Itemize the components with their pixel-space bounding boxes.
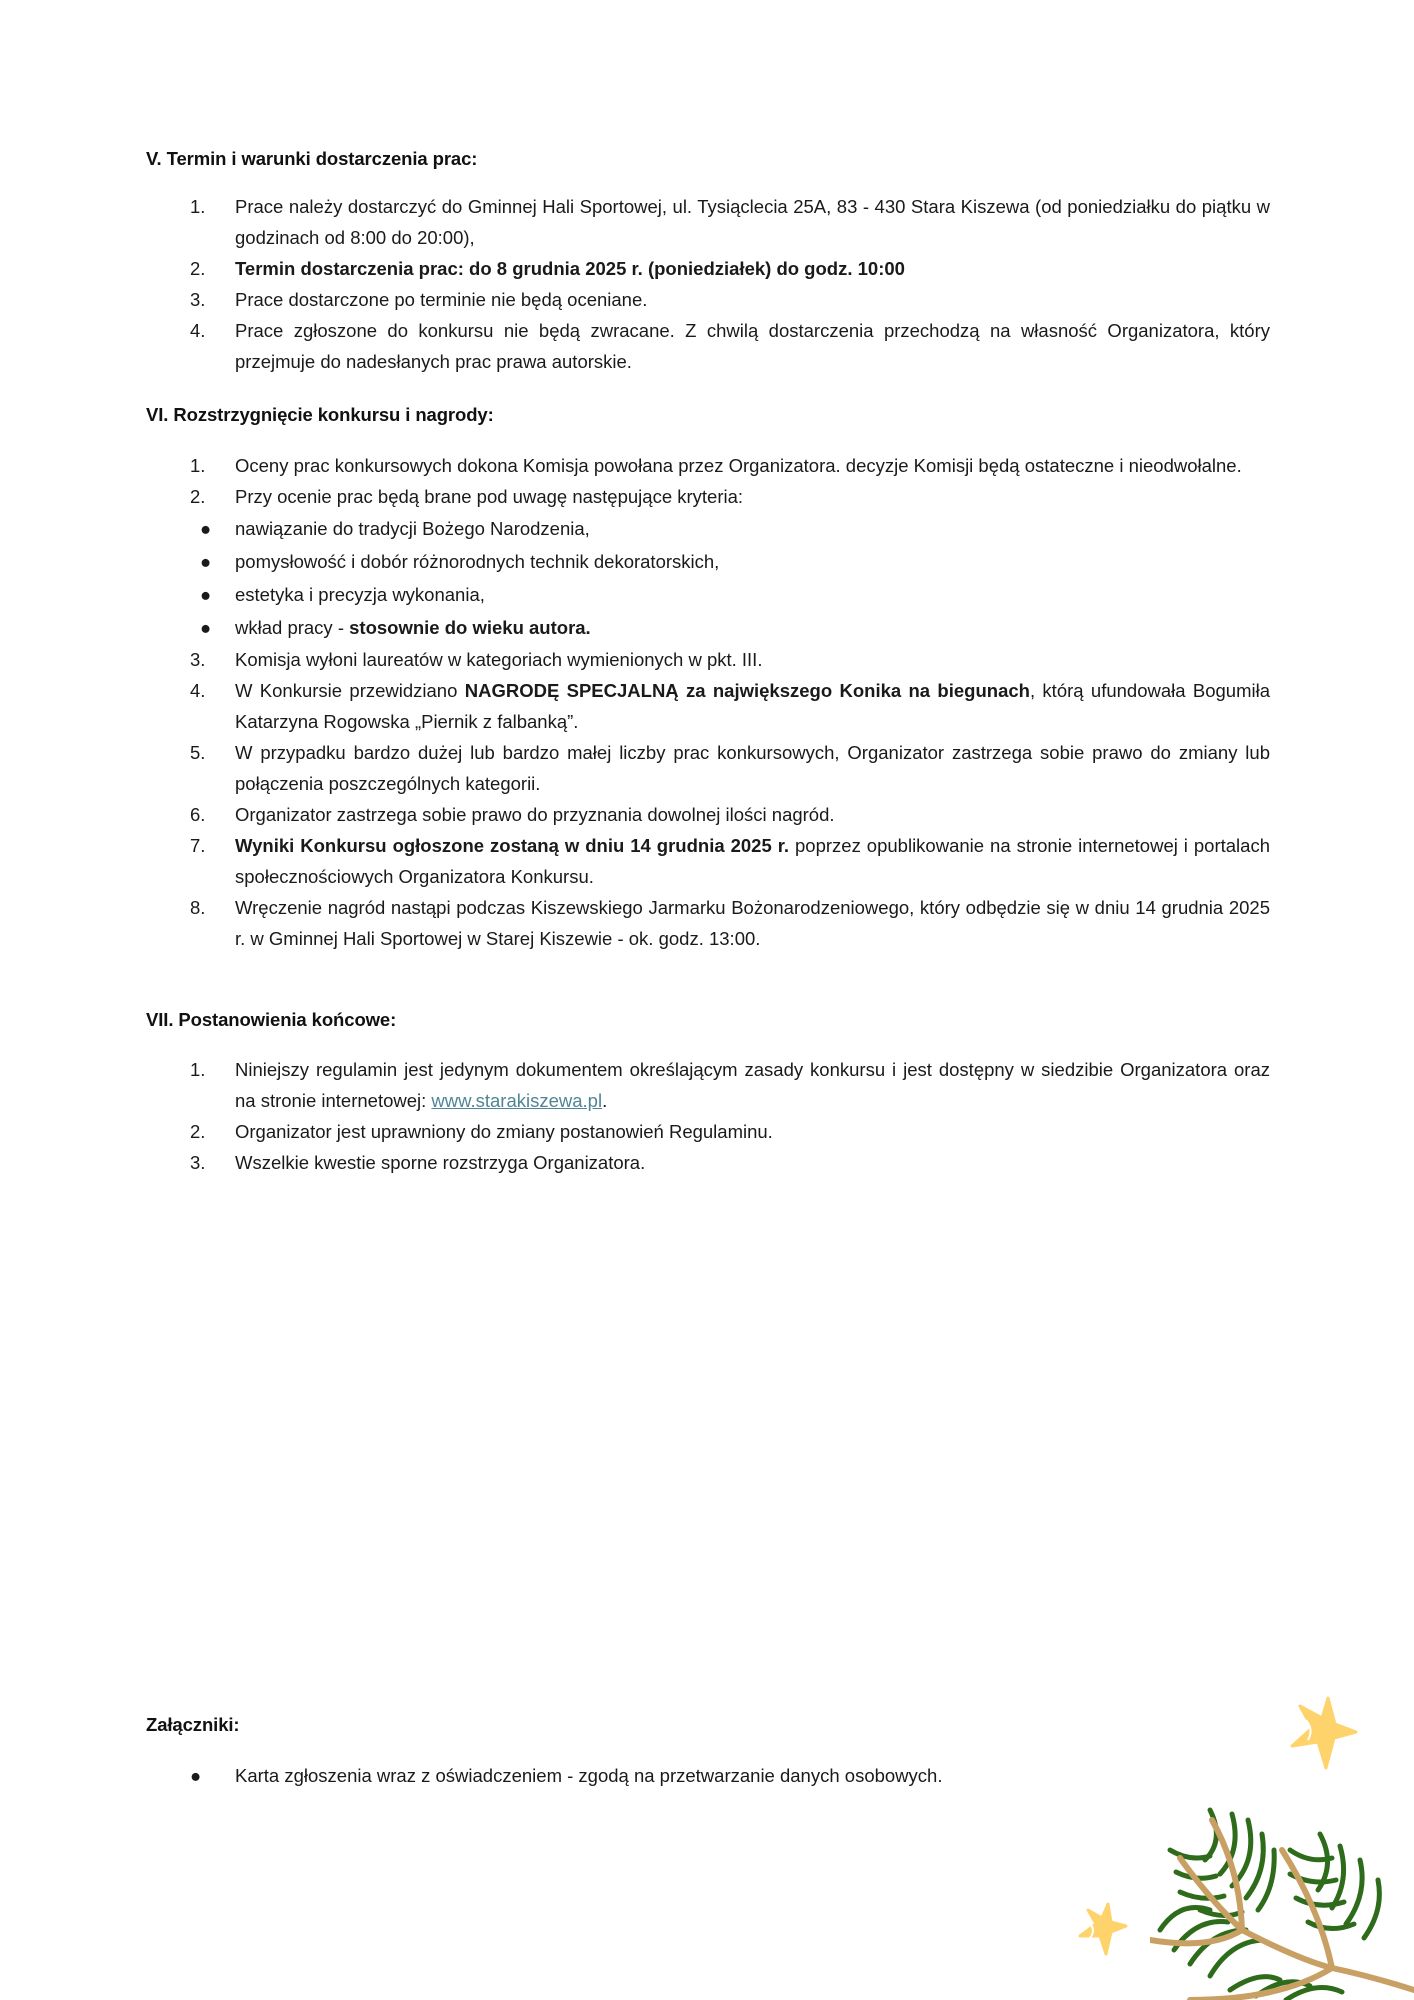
bullet-icon: ● bbox=[200, 518, 212, 539]
item-text: Wszelkie kwestie sporne rozstrzyga Organizatora. bbox=[235, 1152, 646, 1173]
item-text: Niniejszy regulamin jest jedynym dokumentem określającym zasady konkursu i jest dostępny w siedzibie Organizatora oraz na stronie internetowej: bbox=[235, 1059, 1270, 1111]
section-vi-list bbox=[146, 450, 1270, 954]
item-number: 7. bbox=[190, 835, 206, 856]
item-text-bold: NAGRODĘ SPECJALNĄ za największego Konika na biegunach bbox=[464, 680, 1030, 701]
item-number: 8. bbox=[190, 897, 206, 918]
attachments-list bbox=[146, 1760, 1270, 1791]
item-text: Prace dostarczone po terminie nie będą oceniane. bbox=[235, 289, 648, 310]
criteria-item bbox=[146, 611, 1270, 644]
criteria-text: wkład pracy - bbox=[235, 617, 350, 638]
item-number: 2. bbox=[190, 486, 206, 507]
item-number: 4. bbox=[190, 680, 206, 701]
item-number: 1. bbox=[190, 455, 206, 476]
star-icon bbox=[1076, 1902, 1128, 1958]
item-number: 2. bbox=[190, 258, 206, 279]
list-item bbox=[146, 1147, 1270, 1178]
list-item bbox=[146, 1116, 1270, 1147]
attachment-text: Karta zgłoszenia wraz z oświadczeniem - zgodą na przetwarzanie danych osobowych. bbox=[235, 1765, 943, 1786]
criteria-text: estetyka i precyzja wykonania, bbox=[235, 584, 485, 605]
item-text: Prace należy dostarczyć do Gminnej Hali Sportowej, ul. Tysiąclecia 25A, 83 - 430 Stara Kiszewa (od poniedziałku do piątku w godzinach od 8:00 do 20:00), bbox=[235, 196, 1270, 248]
item-number: 4. bbox=[190, 320, 206, 341]
item-text: Wręczenie nagród nastąpi podczas Kiszewskiego Jarmarku Bożonarodzeniowego, który odbędzie się w dniu 14 grudnia 2025 r. w Gminnej Hali Sportowej w Starej Kiszewie - ok. godz. 13:00. bbox=[235, 897, 1270, 949]
star-icon bbox=[1288, 1696, 1358, 1770]
section-v-list bbox=[146, 191, 1270, 377]
list-item bbox=[146, 675, 1270, 737]
criteria-text: pomysłowość i dobór różnorodnych technik dekoratorskich, bbox=[235, 551, 720, 572]
list-item bbox=[146, 644, 1270, 675]
item-text-bold: Wyniki Konkursu ogłoszone zostaną w dniu 14 grudnia 2025 r. bbox=[235, 835, 790, 856]
list-item bbox=[146, 737, 1270, 799]
bullet-icon: ● bbox=[200, 584, 212, 605]
criteria-text: nawiązanie do tradycji Bożego Narodzenia, bbox=[235, 518, 590, 539]
item-text: , którą ufundowała Bogumiła Katarzyna Rogowska „Piernik z falbanką”. bbox=[235, 680, 1270, 732]
item-number: 2. bbox=[190, 1121, 206, 1142]
criteria-container bbox=[146, 512, 1270, 644]
item-number: 6. bbox=[190, 804, 206, 825]
list-item bbox=[146, 253, 1270, 284]
section-vii-list bbox=[146, 1054, 1270, 1178]
item-text: W przypadku bardzo dużej lub bardzo małej liczby prac konkursowych, Organizator zastrzega sobie prawo do zmiany lub połączenia poszczególnych kategorii. bbox=[235, 742, 1270, 794]
pine-branch-icon bbox=[1150, 1790, 1414, 2000]
item-number: 3. bbox=[190, 289, 206, 310]
section-title-v: V. Termin i warunki dostarczenia prac: bbox=[146, 148, 478, 169]
attachments-title: Załączniki: bbox=[146, 1714, 240, 1735]
item-text: W Konkursie przewidziano bbox=[235, 680, 465, 701]
website-link[interactable]: www.starakiszewa.pl bbox=[431, 1090, 603, 1111]
item-number: 1. bbox=[190, 1059, 206, 1080]
section-title-vii: VII. Postanowienia końcowe: bbox=[146, 1009, 397, 1030]
item-text: poprzez opublikowanie na stronie internetowej i portalach społecznościowych Organizatora Konkursu. bbox=[235, 835, 1270, 887]
item-text-bold: Termin dostarczenia prac: do 8 grudnia 2025 r. (poniedziałek) do godz. 10:00 bbox=[235, 258, 905, 279]
item-text: Organizator zastrzega sobie prawo do przyznania dowolnej ilości nagród. bbox=[235, 804, 835, 825]
item-text: Komisja wyłoni laureatów w kategoriach wymienionych w pkt. III. bbox=[235, 649, 763, 670]
list-item bbox=[146, 1054, 1270, 1116]
item-text: Organizator jest uprawniony do zmiany postanowień Regulaminu. bbox=[235, 1121, 773, 1142]
item-text: Oceny prac konkursowych dokona Komisja powołana przez Organizatora. decyzje Komisji będą ostateczne i nieodwołalne. bbox=[235, 455, 1242, 476]
list-item bbox=[146, 315, 1270, 377]
item-number: 5. bbox=[190, 742, 206, 763]
list-item bbox=[146, 191, 1270, 253]
list-item bbox=[146, 892, 1270, 954]
item-text: . bbox=[602, 1090, 608, 1111]
item-text: Przy ocenie prac będą brane pod uwagę następujące kryteria: bbox=[235, 486, 744, 507]
list-item bbox=[146, 481, 1270, 512]
bullet-icon: ● bbox=[200, 617, 212, 638]
criteria-list bbox=[146, 512, 1270, 644]
criteria-item bbox=[146, 578, 1270, 611]
attachment-item bbox=[146, 1760, 1270, 1791]
bullet-icon: ● bbox=[190, 1765, 202, 1786]
list-item bbox=[146, 284, 1270, 315]
criteria-item bbox=[146, 545, 1270, 578]
section-title-vi: VI. Rozstrzygnięcie konkursu i nagrody: bbox=[146, 404, 494, 425]
item-text: Prace zgłoszone do konkursu nie będą zwracane. Z chwilą dostarczenia przechodzą na własność Organizatora, który przejmuje do nadesłanych prac prawa autorskie. bbox=[235, 320, 1270, 372]
item-number: 3. bbox=[190, 1152, 206, 1173]
list-item bbox=[146, 450, 1270, 481]
item-number: 3. bbox=[190, 649, 206, 670]
criteria-item bbox=[146, 512, 1270, 545]
list-item bbox=[146, 799, 1270, 830]
criteria-text-bold: stosownie do wieku autora. bbox=[349, 617, 591, 638]
list-item bbox=[146, 830, 1270, 892]
item-number: 1. bbox=[190, 196, 206, 217]
bullet-icon: ● bbox=[200, 551, 212, 572]
